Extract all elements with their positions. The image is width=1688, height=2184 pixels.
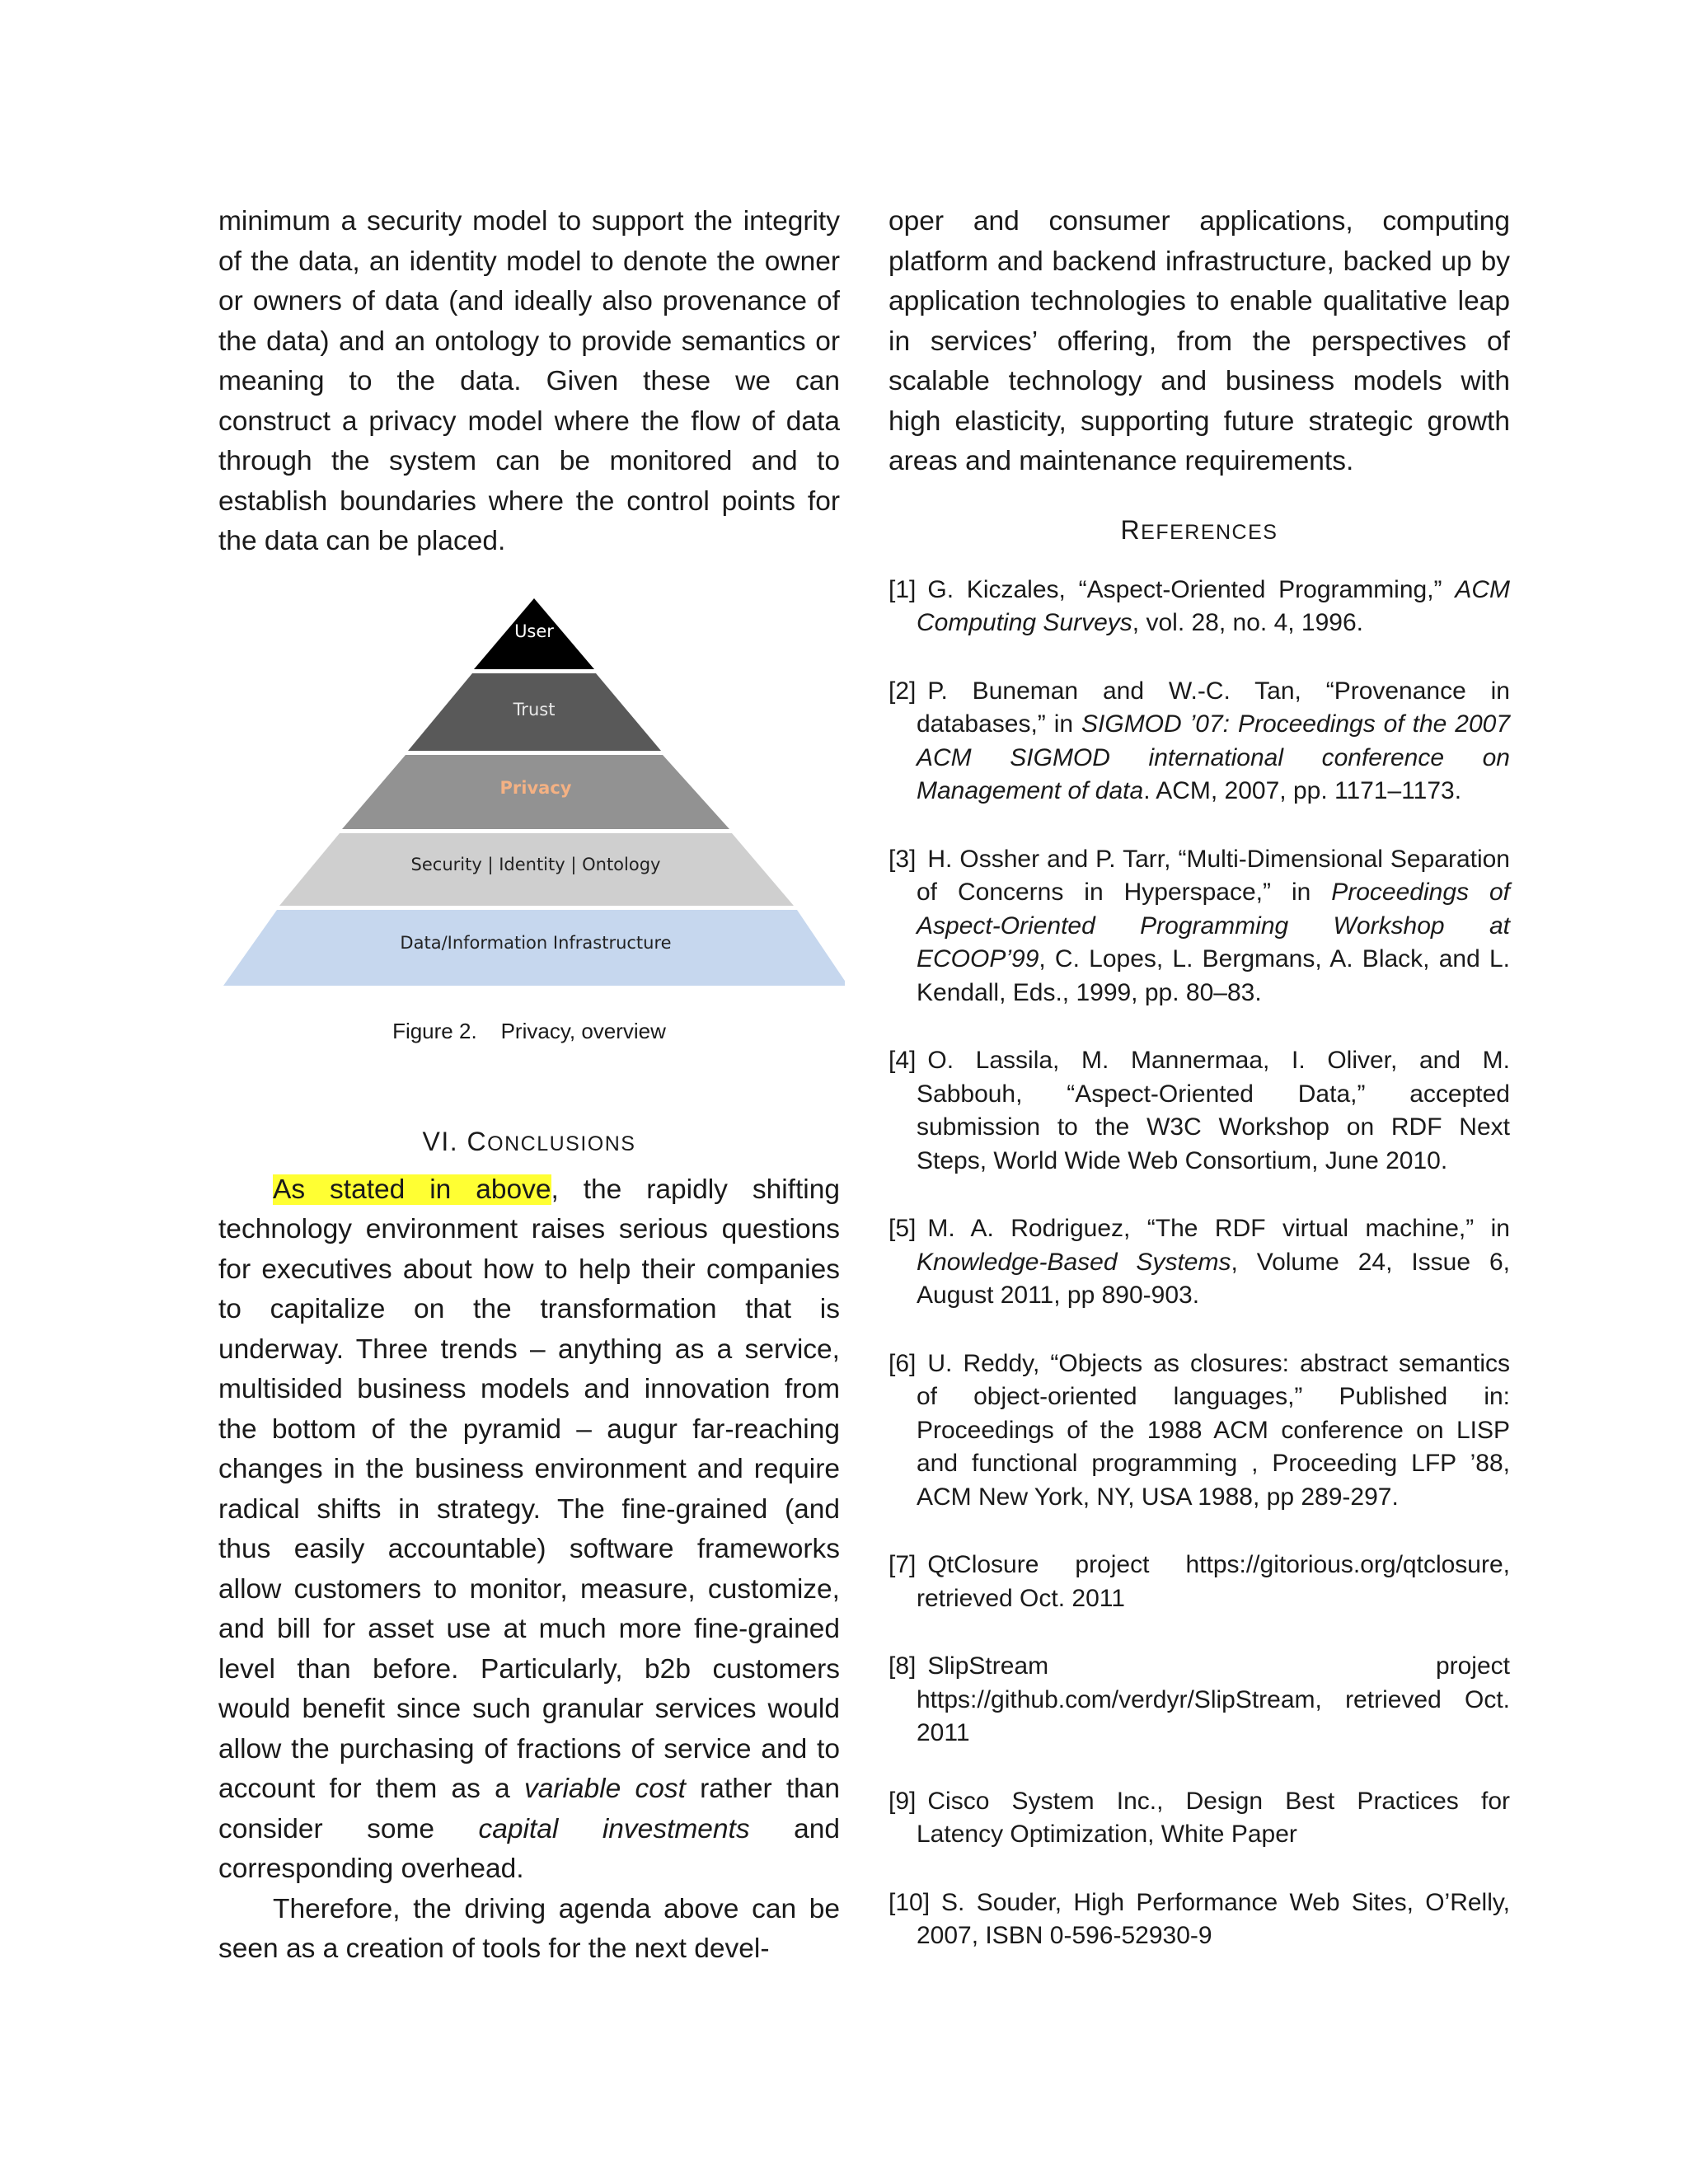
reference-item [889, 574, 1510, 640]
references-heading [889, 513, 1510, 549]
references-title-rest: EFERENCES [1141, 520, 1278, 544]
reference-text-italic: Proceedings of Aspect-Oriented Programming Workshop at ECOOP’99 [917, 879, 1510, 972]
privacy-pyramid-figure [218, 598, 840, 1043]
references-title-initial: R [1120, 514, 1142, 545]
reference-text-main: P. Buneman and W.-C. Tan, “Provenance in databases,” in [917, 677, 1510, 738]
reference-text-tail: . ACM, 2007, pp. 1171–1173. [1143, 777, 1462, 804]
reference-number: [10] [889, 1888, 931, 1916]
reference-number: [4] [889, 1047, 917, 1074]
reference-text [917, 576, 1510, 637]
reference-number: [9] [889, 1787, 917, 1815]
reference-text-italic: Knowledge-Based Systems [917, 1248, 1231, 1276]
reference-number: [1] [889, 575, 917, 603]
reference-text-main: H. Ossher and P. Tarr, “Multi-Dimensional Separation of Concerns in Hyperspace,” in [917, 845, 1510, 906]
reference-number: [6] [889, 1349, 917, 1377]
reference-text-italic: SIGMOD ’07: Proceedings of the 2007 ACM SIGMOD international conference on Management of data [917, 710, 1510, 804]
reference-text [917, 1652, 1510, 1746]
reference-number: [2] [889, 677, 917, 705]
reference-text-tail: , Volume 24, Issue 6, August 2011, pp 890-903. [917, 1248, 1510, 1309]
left-column [218, 202, 840, 1970]
conclusion-paragraph-2: Therefore, the driving agenda above can be seen as a creation of tools for the next devel- [218, 1893, 840, 1964]
reference-text-main: S. Souder, High Performance Web Sites, O’Relly, 2007, ISBN 0-596-52930-9 [917, 1888, 1510, 1949]
figure-caption [218, 1019, 840, 1043]
reference-item [889, 1347, 1510, 1515]
conclusion-text-a: , the rapidly shifting technology environment raises serious questions for executives about how to help their companies to capitalize on the transformation that is underway. Three trends – anything as a service, multisided business models and innovation from the bottom of the pyramid – augur far-reaching changes in the business environment and require radical shifts in strategy. The fine-grained (and thus easily accountable) software frameworks allow customers to monitor, measure, customize, and bill for asset use at much more fine-grained level than before. Particularly, b2b customers would benefit since such granular services would allow the purchasing of fractions of service and to account for them as a [218, 1174, 840, 1804]
reference-text-main: QtClosure project https://gitorious.org/qtclosure, retrieved Oct. 2011 [917, 1551, 1510, 1612]
reference-text-main: U. Reddy, “Objects as closures: abstract semantics of object-oriented languages,” Published in: Proceedings of the 1988 ACM conference on LISP and functional programming , Proceeding LFP ’88, ACM New York, NY, USA 1988, pp 289-297. [917, 1349, 1510, 1511]
pyramid-label-security: Security | Identity | Ontology [410, 854, 661, 874]
pyramid-label-data: Data/Information Infrastructure [400, 932, 672, 953]
conclusion-paragraph-1 [218, 1170, 840, 1890]
reference-number: [3] [889, 845, 917, 873]
reference-list [889, 574, 1510, 1953]
reference-item [889, 675, 1510, 808]
reference-text [917, 1551, 1510, 1612]
reference-number: [8] [889, 1652, 917, 1680]
section-title-rest: ONCLUSIONS [487, 1132, 636, 1155]
intro-paragraph: minimum a security model to support the integrity of the data, an identity model to denote the owner or owners of data (and ideally also provenance of the data) and an ontology to provide semantics or meaning to the data. Given these we can construct a privacy model where the flow of data through the system can be monitored and to establish boundaries where the control points for the data can be placed. [218, 206, 840, 556]
pyramid-diagram [218, 598, 845, 994]
reference-item [889, 1044, 1510, 1178]
right-column [889, 202, 1510, 1988]
pyramid-label-trust: Trust [513, 699, 556, 719]
reference-text-main: Cisco System Inc., Design Best Practices for Latency Optimization, White Paper [917, 1787, 1510, 1848]
pyramid-label-user: User [514, 621, 554, 641]
italic-variable-cost: variable cost [523, 1774, 686, 1804]
conclusion-text-b: rather than consider some [218, 1774, 841, 1844]
reference-item [889, 843, 1510, 1010]
reference-text-main: M. A. Rodriguez, “The RDF virtual machine,” in [927, 1215, 1510, 1242]
continued-paragraph: oper and consumer applications, computing platform and backend infrastructure, backed up by application technologies to enable qualitative leap in services’ offering, from the perspectives of scalable technology and business models with high elasticity, supporting future strategic growth areas and maintenance requirements. [889, 206, 1510, 476]
reference-item [889, 1212, 1510, 1313]
reference-text-main: G. Kiczales, “Aspect-Oriented Programming,” [927, 575, 1456, 603]
pyramid-label-privacy: Privacy [499, 777, 572, 798]
section-title-initial: C [467, 1126, 488, 1156]
section-number: VI. [422, 1126, 459, 1156]
reference-text-tail: , C. Lopes, L. Bergmans, A. Black, and L. Kendall, Eds., 1999, pp. 80–83. [917, 945, 1510, 1006]
reference-text [917, 677, 1510, 805]
italic-capital-investments: capital investments [478, 1813, 750, 1844]
reference-item [889, 1549, 1510, 1615]
reference-text-main: O. Lassila, M. Mannermaa, I. Oliver, and M. Sabbouh, “Aspect-Oriented Data,” accepted submission to the W3C Workshop on RDF Next Steps, World Wide Web Consortium, June 2010. [917, 1047, 1510, 1174]
reference-text [917, 1788, 1510, 1849]
section-heading-conclusions [218, 1125, 840, 1160]
reference-number: [5] [889, 1215, 917, 1242]
reference-text [917, 1215, 1510, 1309]
reference-text [917, 1889, 1510, 1950]
reference-item [889, 1650, 1510, 1750]
reference-text-main: SlipStream project https://github.com/verdyr/SlipStream, retrieved Oct. 2011 [917, 1652, 1510, 1746]
reference-text [917, 1047, 1510, 1174]
reference-text [917, 1350, 1510, 1511]
highlighted-phrase: As stated in above [273, 1174, 551, 1205]
reference-number: [7] [889, 1551, 917, 1578]
reference-text-tail: , vol. 28, no. 4, 1996. [1132, 609, 1363, 636]
reference-text [917, 846, 1510, 1006]
reference-item [889, 1785, 1510, 1852]
reference-text-italic: ACM Computing Surveys [917, 575, 1510, 636]
figure-caption-text: Privacy, overview [500, 1018, 666, 1043]
reference-item [889, 1886, 1510, 1953]
figure-caption-label: Figure 2. [392, 1018, 477, 1043]
conclusion-text-c: and corresponding overhead. [218, 1813, 840, 1884]
